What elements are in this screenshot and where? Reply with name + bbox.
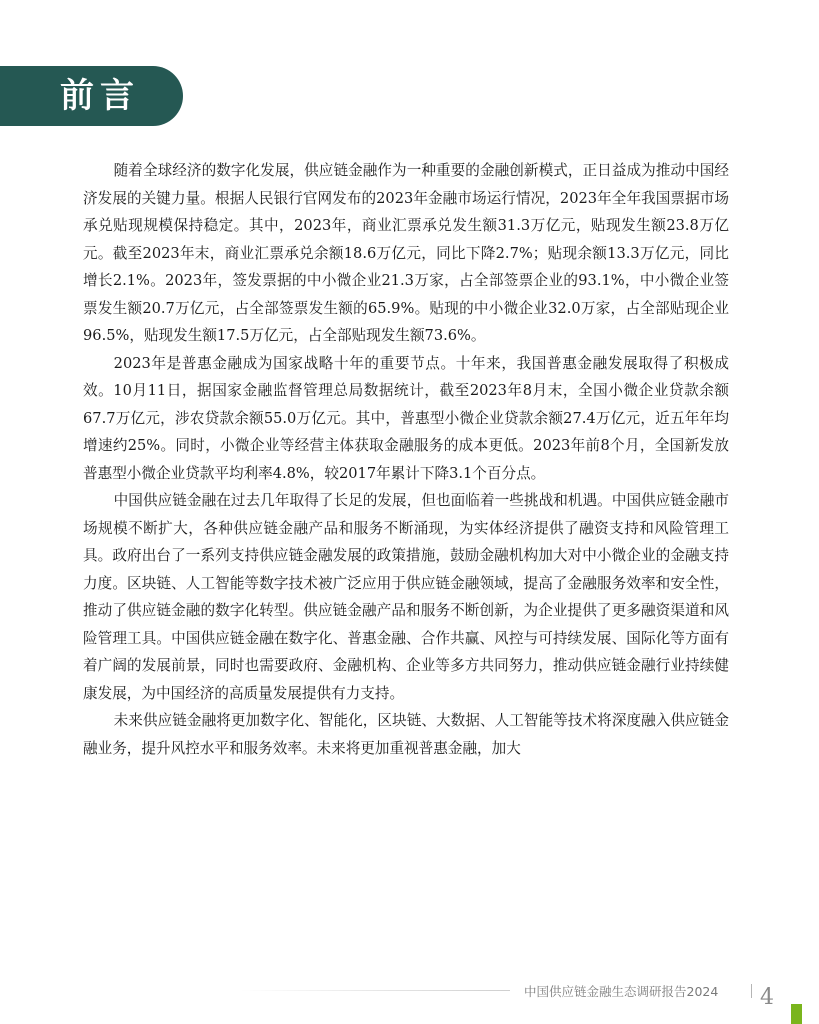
section-header-tab xyxy=(0,66,183,126)
footer-divider xyxy=(240,990,510,991)
page-number: 4 xyxy=(760,985,774,1010)
section-title: 前言 xyxy=(60,76,140,116)
footer-separator xyxy=(751,984,752,998)
paragraph: 2023年是普惠金融成为国家战略十年的重要节点。十年来，我国普惠金融发展取得了积极成效。10月11日，据国家金融监督管理总局数据统计，截至2023年8月末，全国小微企业贷款余额67.7万亿元，涉农贷款余额55.0万亿元。其中，普惠型小微企业贷款余额27.4万亿元，近五年年均增速约25%。同时，小微企业等经营主体获取金融服务的成本更低。2023年前8个月，全国新发放普惠型小微企业贷款平均利率4.8%，较2017年累计下降3.1个百分点。 xyxy=(83,354,729,482)
paragraph: 随着全球经济的数字化发展，供应链金融作为一种重要的金融创新模式，正日益成为推动中国经济发展的关键力量。根据人民银行官网发布的2023年金融市场运行情况，2023年全年我国票据市场承兑贴现规模保持稳定。其中，2023年，商业汇票承兑发生额31.3万亿元，贴现发生额23.8万亿元。截至2023年末，商业汇票承兑余额18.6万亿元，同比下降2.7%；贴现余额13.3万亿元，同比增长2.1%。2023年，签发票据的中小微企业21.3万家，占全部签票企业的93.1%，中小微企业签票发生额20.7万亿元，占全部签票发生额的65.9%。贴现的中小微企业32.0万家，占全部贴现企业96.5%，贴现发生额17.5万亿元，占全部贴现发生额73.6%。 xyxy=(83,162,729,344)
paragraph: 未来供应链金融将更加数字化、智能化，区块链、大数据、人工智能等技术将深度融入供应链金融业务，提升风控水平和服务效率。未来将更加重视普惠金融，加大 xyxy=(83,712,729,757)
page-marker-block xyxy=(791,1004,802,1024)
footer-report-title: 中国供应链金融生态调研报告2024 xyxy=(524,984,719,999)
body-text xyxy=(83,157,729,762)
paragraph: 中国供应链金融在过去几年取得了长足的发展，但也面临着一些挑战和机遇。中国供应链金融市场规模不断扩大，各种供应链金融产品和服务不断涌现，为实体经济提供了融资支持和风险管理工具。政府出台了一系列支持供应链金融发展的政策措施，鼓励金融机构加大对中小微企业的金融支持力度。区块链、人工智能等数字技术被广泛应用于供应链金融领域，提高了金融服务效率和安全性，推动了供应链金融的数字化转型。供应链金融产品和服务不断创新，为企业提供了更多融资渠道和风险管理工具。中国供应链金融在数字化、普惠金融、合作共赢、风控与可持续发展、国际化等方面有着广阔的发展前景，同时也需要政府、金融机构、企业等多方共同努力，推动供应链金融行业持续健康发展，为中国经济的高质量发展提供有力支持。 xyxy=(83,492,729,702)
